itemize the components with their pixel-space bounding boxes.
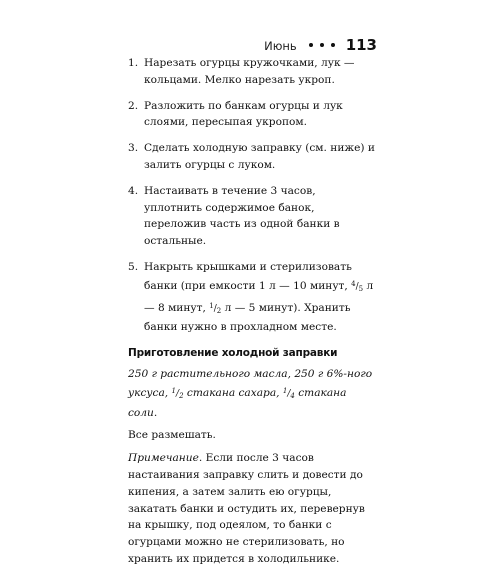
fraction-slash: / — [287, 388, 291, 399]
step-number: 2. — [128, 99, 139, 112]
note-text: Если после 3 часов настаивания заправку слить и довести до кипения, а затем залить ею огурцы, закатать банки и остудить их, перевернув на крышку, под одеялом, то банки с огурцами можно не стерилизовать, но хранить их придется в холодильнике. — [128, 452, 365, 565]
step-text-part: л — 5 минут). Хранить банки нужно в прохладном месте. — [144, 301, 351, 334]
step-text: Настаивать в течение 3 часов, уплотнить содержимое банок, переложив часть из одной банки в остальные. — [144, 184, 340, 248]
step-text: Нарезать огурцы кружочками, лук — кольцами. Мелко нарезать укроп. — [144, 57, 355, 86]
list-item — [128, 183, 376, 250]
ingredients-part: стакана соли. — [128, 386, 347, 419]
list-item — [128, 140, 376, 174]
fraction-denominator: 4 — [290, 391, 295, 400]
fraction-slash: / — [213, 303, 217, 314]
fraction-numerator: 1 — [282, 386, 288, 395]
fraction-denominator: 2 — [179, 391, 184, 400]
note-label: Примечание. — [128, 452, 203, 465]
fraction-denominator: 5 — [358, 284, 364, 293]
list-item — [128, 55, 376, 89]
list-item — [128, 98, 376, 132]
fraction-slash: / — [176, 388, 180, 399]
dot-icon — [331, 43, 335, 47]
mix-instruction: Все размешать. — [128, 429, 216, 442]
note-paragraph — [128, 450, 376, 568]
step-text: Разложить по банкам огурцы и лук слоями, пересыпая укропом. — [144, 99, 343, 129]
fraction-denominator: 2 — [216, 306, 222, 315]
dot-icon — [320, 43, 324, 47]
ingredients-text — [128, 366, 376, 421]
step-number: 1. — [128, 57, 139, 69]
step-text-part: л — 8 минут, — [144, 279, 374, 314]
step-number: 5. — [128, 260, 139, 273]
running-head — [264, 36, 377, 54]
step-text — [144, 259, 376, 336]
step-number: 4. — [128, 184, 139, 197]
step-text: Сделать холодную заправку (см. ниже) и залить огурцы с луком. — [144, 142, 375, 171]
page-body — [128, 55, 376, 574]
fraction-numerator: 1 — [209, 301, 214, 310]
steps-list — [128, 55, 376, 336]
fraction-numerator: 4 — [351, 279, 356, 288]
ingredients-part: стакана сахара, — [183, 386, 283, 399]
fraction-numerator: 1 — [171, 386, 177, 395]
step-number: 3. — [128, 142, 139, 155]
page-number: 113 — [345, 36, 377, 54]
ingredients-part: 250 г растительного масла, 250 г 6%-ного уксуса, — [128, 367, 373, 399]
separator-dots — [309, 43, 335, 47]
step-text-part: Накрыть крышками и стерилизовать банки (при емкости 1 л — 10 минут, — [144, 260, 352, 292]
dot-icon — [309, 43, 313, 47]
chapter-title: Июнь — [264, 39, 297, 53]
section-heading: Приготовление холодной заправки — [128, 347, 338, 360]
list-item — [128, 259, 376, 336]
fraction-slash: / — [355, 281, 359, 292]
